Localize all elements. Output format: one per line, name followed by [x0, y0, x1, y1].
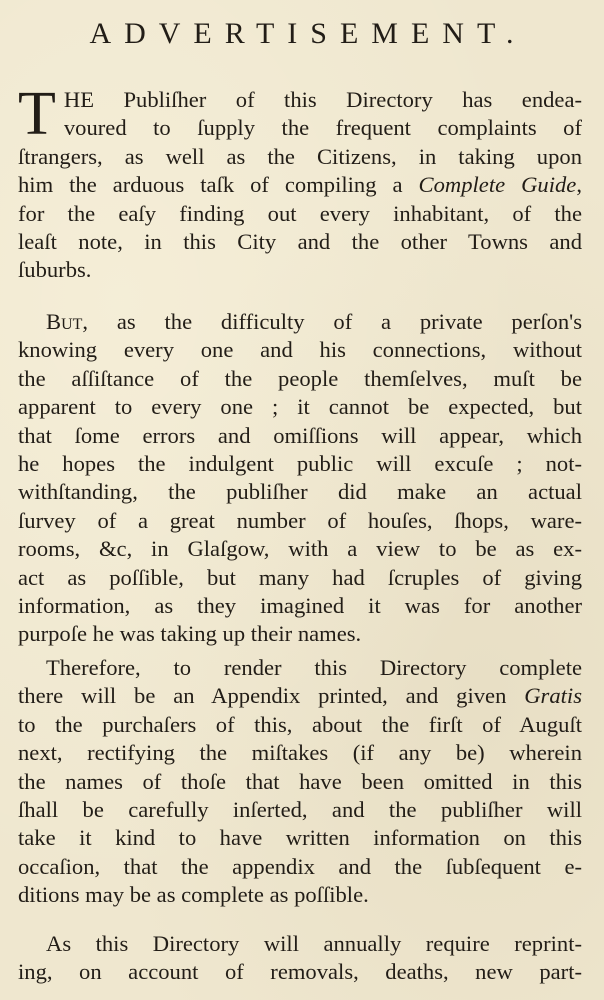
paragraph-4	[18, 930, 582, 987]
text-line: As this Directory will annually require reprint-	[46, 931, 582, 956]
text-line: the names of thoſe that have been omitted in this	[18, 768, 582, 794]
text-line: for the eaſy finding out every inhabitant, of the	[18, 200, 582, 226]
text-line: purpoſe he was taking up their names.	[18, 621, 362, 647]
italic-text: Complete Guide	[418, 172, 577, 198]
text-line: voured to ſupply the frequent complaints of	[63, 115, 582, 141]
text-line: rooms, &c, in Glaſgow, with a view to be as ex-	[18, 536, 582, 562]
text-line: apparent to every one ; it cannot be expected, but	[18, 394, 582, 420]
text-line: knowing every one and his connections, without	[18, 337, 582, 363]
drop-cap: T	[18, 80, 56, 148]
text-line: he hopes the indulgent public will excuſe ; not-	[18, 450, 582, 476]
paragraph-1	[18, 80, 582, 285]
text-line: ditions may be as complete as poſſible.	[18, 882, 369, 908]
text-line: take it kind to have written information on this	[18, 825, 582, 851]
text-line: leaſt note, in this City and the other Towns and	[18, 228, 582, 254]
text-line: ſurvey of a great number of houſes, ſhops, ware-	[18, 507, 582, 533]
text-line: the aſſiſtance of the people themſelves, muſt be	[18, 365, 582, 391]
text-line: there will be an Appendix printed, and given Gratis	[18, 683, 582, 709]
text-line: occaſion, that the appendix and the ſubſequent e-	[18, 853, 582, 879]
text-line: withſtanding, the publiſher did make an actual	[18, 479, 582, 505]
text-line: ſhall be carefully inſerted, and the publiſher will	[18, 796, 582, 822]
text-line: HE Publiſher of this Directory has endea-	[63, 87, 582, 112]
text-line: to the purchaſers of this, about the firſt of Auguſt	[18, 711, 582, 737]
text-line: next, rectifying the miſtakes (if any be) wherein	[18, 740, 582, 766]
text-line: Therefore, to render this Directory complete	[46, 655, 582, 680]
text-line: ſuburbs.	[18, 257, 92, 283]
paragraph-3	[18, 654, 582, 910]
italic-text: Gratis	[524, 683, 582, 709]
text-line: ſtrangers, as well as the Citizens, in taking upon	[18, 143, 582, 169]
text-line: ing, on account of removals, deaths, new part-	[18, 959, 582, 985]
text-line: But, as the difficulty of a private perſon's	[46, 309, 582, 334]
paragraph-2	[18, 308, 582, 649]
text-line: that ſome errors and omiſſions will appear, which	[18, 422, 582, 448]
text-line: him the arduous taſk of compiling a Complete Guide,	[18, 172, 582, 198]
text-line: act as poſſible, but many had ſcruples of giving	[18, 564, 582, 590]
small-caps-text: But	[46, 309, 83, 334]
page-heading: ADVERTISEMENT.	[89, 17, 527, 50]
text-line: information, as they imagined it was for another	[18, 592, 582, 618]
